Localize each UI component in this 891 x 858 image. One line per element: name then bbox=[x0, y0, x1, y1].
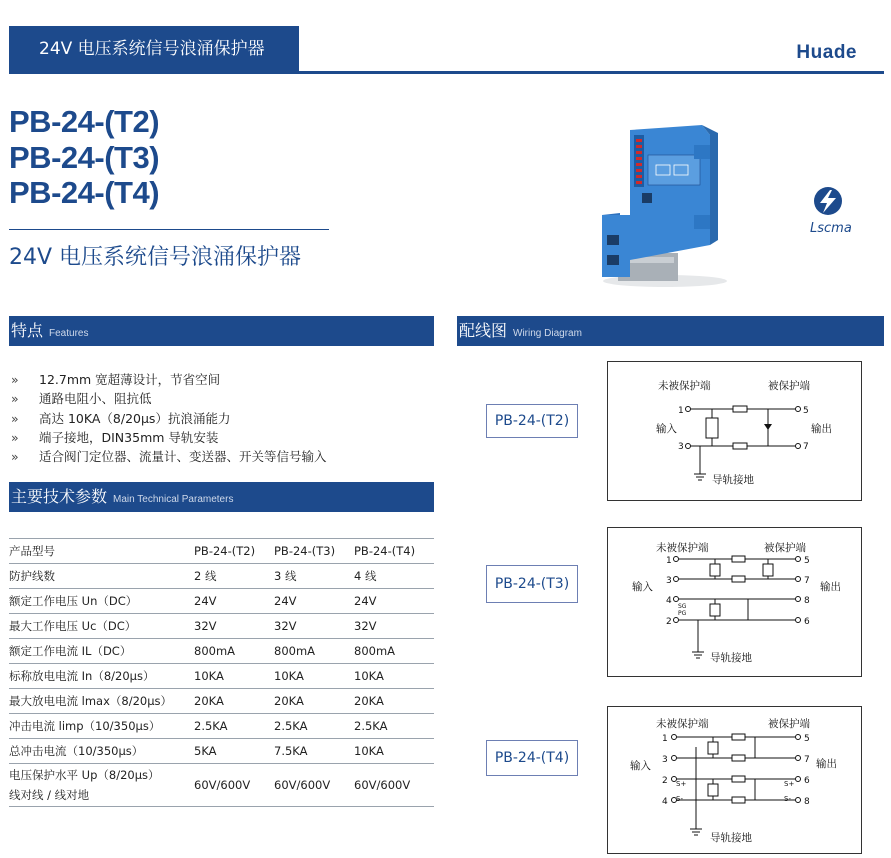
feature-item: » 12.7mm 宽超薄设计，节省空间 bbox=[11, 372, 221, 387]
svg-text:S-: S- bbox=[784, 795, 791, 803]
features-header bbox=[9, 316, 434, 346]
logo-text: Lscma bbox=[810, 221, 852, 235]
features-title: 特点 bbox=[11, 321, 44, 340]
table-cell: 标称放电电流 In（8/20μs） bbox=[9, 664, 194, 689]
table-cell: 7.5KA bbox=[274, 739, 354, 764]
label-ground: 导轨接地 bbox=[712, 474, 754, 486]
table-cell: 2.5KA bbox=[194, 714, 274, 739]
label-ground: 导轨接地 bbox=[710, 652, 752, 664]
table-cell: 800mA bbox=[354, 639, 434, 664]
model-title-t2: PB-24-(T2) bbox=[9, 104, 160, 139]
svg-text:8: 8 bbox=[804, 797, 810, 807]
wiring-diagram-t4 bbox=[607, 706, 862, 854]
table-row bbox=[9, 689, 434, 714]
params-header bbox=[9, 482, 434, 512]
svg-text:1: 1 bbox=[662, 734, 668, 744]
wiring-title-en: Wiring Diagram bbox=[513, 328, 582, 339]
params-table bbox=[9, 538, 434, 807]
svg-text:4: 4 bbox=[662, 797, 668, 807]
table-cell: 32V bbox=[194, 614, 274, 639]
feature-text: 端子接地，DIN35mm 导轨安装 bbox=[39, 429, 219, 445]
label-protected: 被保护端 bbox=[768, 380, 810, 392]
table-cell: 800mA bbox=[194, 639, 274, 664]
table-cell: 总冲击电流（10/350μs） bbox=[9, 739, 194, 764]
feature-text: 高达 10KA（8/20μs）抗浪涌能力 bbox=[39, 410, 231, 426]
svg-text:6: 6 bbox=[804, 776, 810, 786]
table-cell: 24V bbox=[194, 589, 274, 614]
label-input: 输入 bbox=[632, 581, 653, 593]
svg-text:3: 3 bbox=[666, 576, 672, 586]
label-input: 输入 bbox=[630, 760, 651, 772]
table-cell: 2 线 bbox=[194, 564, 274, 589]
svg-text:PG: PG bbox=[678, 610, 687, 617]
table-cell: 2.5KA bbox=[354, 714, 434, 739]
feature-text: 通路电阻小、阻抗低 bbox=[39, 391, 152, 407]
label-input: 输入 bbox=[656, 423, 677, 435]
svg-text:7: 7 bbox=[804, 755, 810, 765]
table-cell: 10KA bbox=[354, 664, 434, 689]
table-row bbox=[9, 589, 434, 614]
table-cell: 32V bbox=[354, 614, 434, 639]
params-title: 主要技术参数 bbox=[11, 487, 108, 506]
table-row bbox=[9, 664, 434, 689]
table-cell: 800mA bbox=[274, 639, 354, 664]
table-cell: PB-24-(T4) bbox=[354, 539, 434, 564]
feature-item: » 适合阀门定位器、流量计、变送器、开关等信号输入 bbox=[11, 449, 327, 465]
label-output: 输出 bbox=[816, 758, 837, 770]
title-rule bbox=[9, 229, 329, 230]
table-row bbox=[9, 714, 434, 739]
table-row bbox=[9, 614, 434, 639]
brand-name: Huade bbox=[796, 42, 857, 63]
wiring-diagram-t3 bbox=[607, 527, 862, 677]
table-cell: 额定工作电流 IL（DC） bbox=[9, 639, 194, 664]
svg-text:S+: S+ bbox=[784, 780, 795, 788]
feature-item: » 通路电阻小、阻抗低 bbox=[11, 391, 152, 407]
svg-text:2: 2 bbox=[666, 617, 672, 627]
table-cell: 32V bbox=[274, 614, 354, 639]
table-cell: 4 线 bbox=[354, 564, 434, 589]
wiring-label-t2: PB-24-(T2) bbox=[486, 404, 578, 438]
table-cell: 20KA bbox=[354, 689, 434, 714]
svg-text:2: 2 bbox=[662, 776, 668, 786]
table-cell bbox=[9, 764, 194, 807]
svg-text:7: 7 bbox=[803, 442, 809, 452]
table-cell: 24V bbox=[354, 589, 434, 614]
table-cell: 额定工作电压 Un（DC） bbox=[9, 589, 194, 614]
features-title-en: Features bbox=[49, 328, 89, 339]
model-title-t4: PB-24-(T4) bbox=[9, 175, 160, 210]
svg-text:7: 7 bbox=[804, 576, 810, 586]
table-cell: 防护线数 bbox=[9, 564, 194, 589]
label-unprotected: 未被保护端 bbox=[656, 718, 709, 730]
table-cell: 60V/600V bbox=[194, 764, 274, 807]
product-subtitle: 24V 电压系统信号浪涌保护器 bbox=[9, 245, 302, 270]
model-title-t3: PB-24-(T3) bbox=[9, 140, 160, 175]
table-cell: 2.5KA bbox=[274, 714, 354, 739]
label-protected: 被保护端 bbox=[768, 718, 810, 730]
wiring-label-t4: PB-24-(T4) bbox=[486, 740, 578, 776]
feature-text: 12.7mm 宽超薄设计，节省空间 bbox=[39, 372, 221, 387]
label-unprotected: 未被保护端 bbox=[656, 542, 709, 554]
table-cell: 冲击电流 limp（10/350μs） bbox=[9, 714, 194, 739]
table-cell: 10KA bbox=[354, 739, 434, 764]
wiring-label-t3: PB-24-(T3) bbox=[486, 565, 578, 603]
svg-text:S+: S+ bbox=[676, 780, 687, 788]
svg-text:SG: SG bbox=[678, 603, 687, 610]
params-title-en: Main Technical Parameters bbox=[113, 494, 234, 505]
label-output: 输出 bbox=[811, 423, 832, 435]
table-cell: 5KA bbox=[194, 739, 274, 764]
wiring-diagram-t2 bbox=[607, 361, 862, 501]
svg-text:4: 4 bbox=[666, 596, 672, 606]
table-cell: 60V/600V bbox=[274, 764, 354, 807]
table-cell: 产品型号 bbox=[9, 539, 194, 564]
table-cell-line: 电压保护水平 Up（8/20μs） bbox=[9, 768, 160, 782]
features-list bbox=[9, 370, 327, 466]
svg-text:1: 1 bbox=[666, 556, 672, 566]
svg-text:5: 5 bbox=[804, 556, 810, 566]
table-cell: 20KA bbox=[274, 689, 354, 714]
table-cell: 10KA bbox=[194, 664, 274, 689]
table-cell: 最大放电电流 lmax（8/20μs） bbox=[9, 689, 194, 714]
svg-text:8: 8 bbox=[804, 596, 810, 606]
svg-text:6: 6 bbox=[804, 617, 810, 627]
header-rule bbox=[9, 71, 884, 74]
svg-text:1: 1 bbox=[678, 406, 684, 416]
label-protected: 被保护端 bbox=[764, 542, 806, 554]
svg-text:5: 5 bbox=[804, 734, 810, 744]
svg-text:S-: S- bbox=[676, 795, 683, 803]
table-cell: 24V bbox=[274, 589, 354, 614]
table-cell: 最大工作电压 Uc（DC） bbox=[9, 614, 194, 639]
table-row bbox=[9, 564, 434, 589]
table-cell: PB-24-(T2) bbox=[194, 539, 274, 564]
table-cell-line: 线对线 / 线对地 bbox=[9, 788, 90, 802]
feature-item: » 端子接地，DIN35mm 导轨安装 bbox=[11, 429, 219, 445]
table-header-row bbox=[9, 539, 434, 564]
feature-item: » 高达 10KA（8/20μs）抗浪涌能力 bbox=[11, 410, 231, 426]
header-title-box bbox=[9, 26, 299, 73]
table-cell: 60V/600V bbox=[354, 764, 434, 807]
table-row bbox=[9, 764, 434, 807]
product-image bbox=[590, 115, 740, 290]
table-row bbox=[9, 639, 434, 664]
wiring-title: 配线图 bbox=[459, 321, 508, 340]
header-title: 24V 电压系统信号浪涌保护器 bbox=[39, 39, 265, 59]
wiring-header bbox=[457, 316, 884, 346]
table-cell: 10KA bbox=[274, 664, 354, 689]
svg-text:3: 3 bbox=[662, 755, 668, 765]
feature-text: 适合阀门定位器、流量计、变送器、开关等信号输入 bbox=[39, 449, 327, 465]
lscma-logo bbox=[808, 185, 854, 235]
table-cell: 20KA bbox=[194, 689, 274, 714]
svg-text:3: 3 bbox=[678, 442, 684, 452]
label-unprotected: 未被保护端 bbox=[658, 380, 711, 392]
label-output: 输出 bbox=[820, 581, 841, 593]
table-cell: 3 线 bbox=[274, 564, 354, 589]
label-ground: 导轨接地 bbox=[710, 832, 752, 844]
table-row bbox=[9, 739, 434, 764]
svg-text:5: 5 bbox=[803, 406, 809, 416]
table-cell: PB-24-(T3) bbox=[274, 539, 354, 564]
